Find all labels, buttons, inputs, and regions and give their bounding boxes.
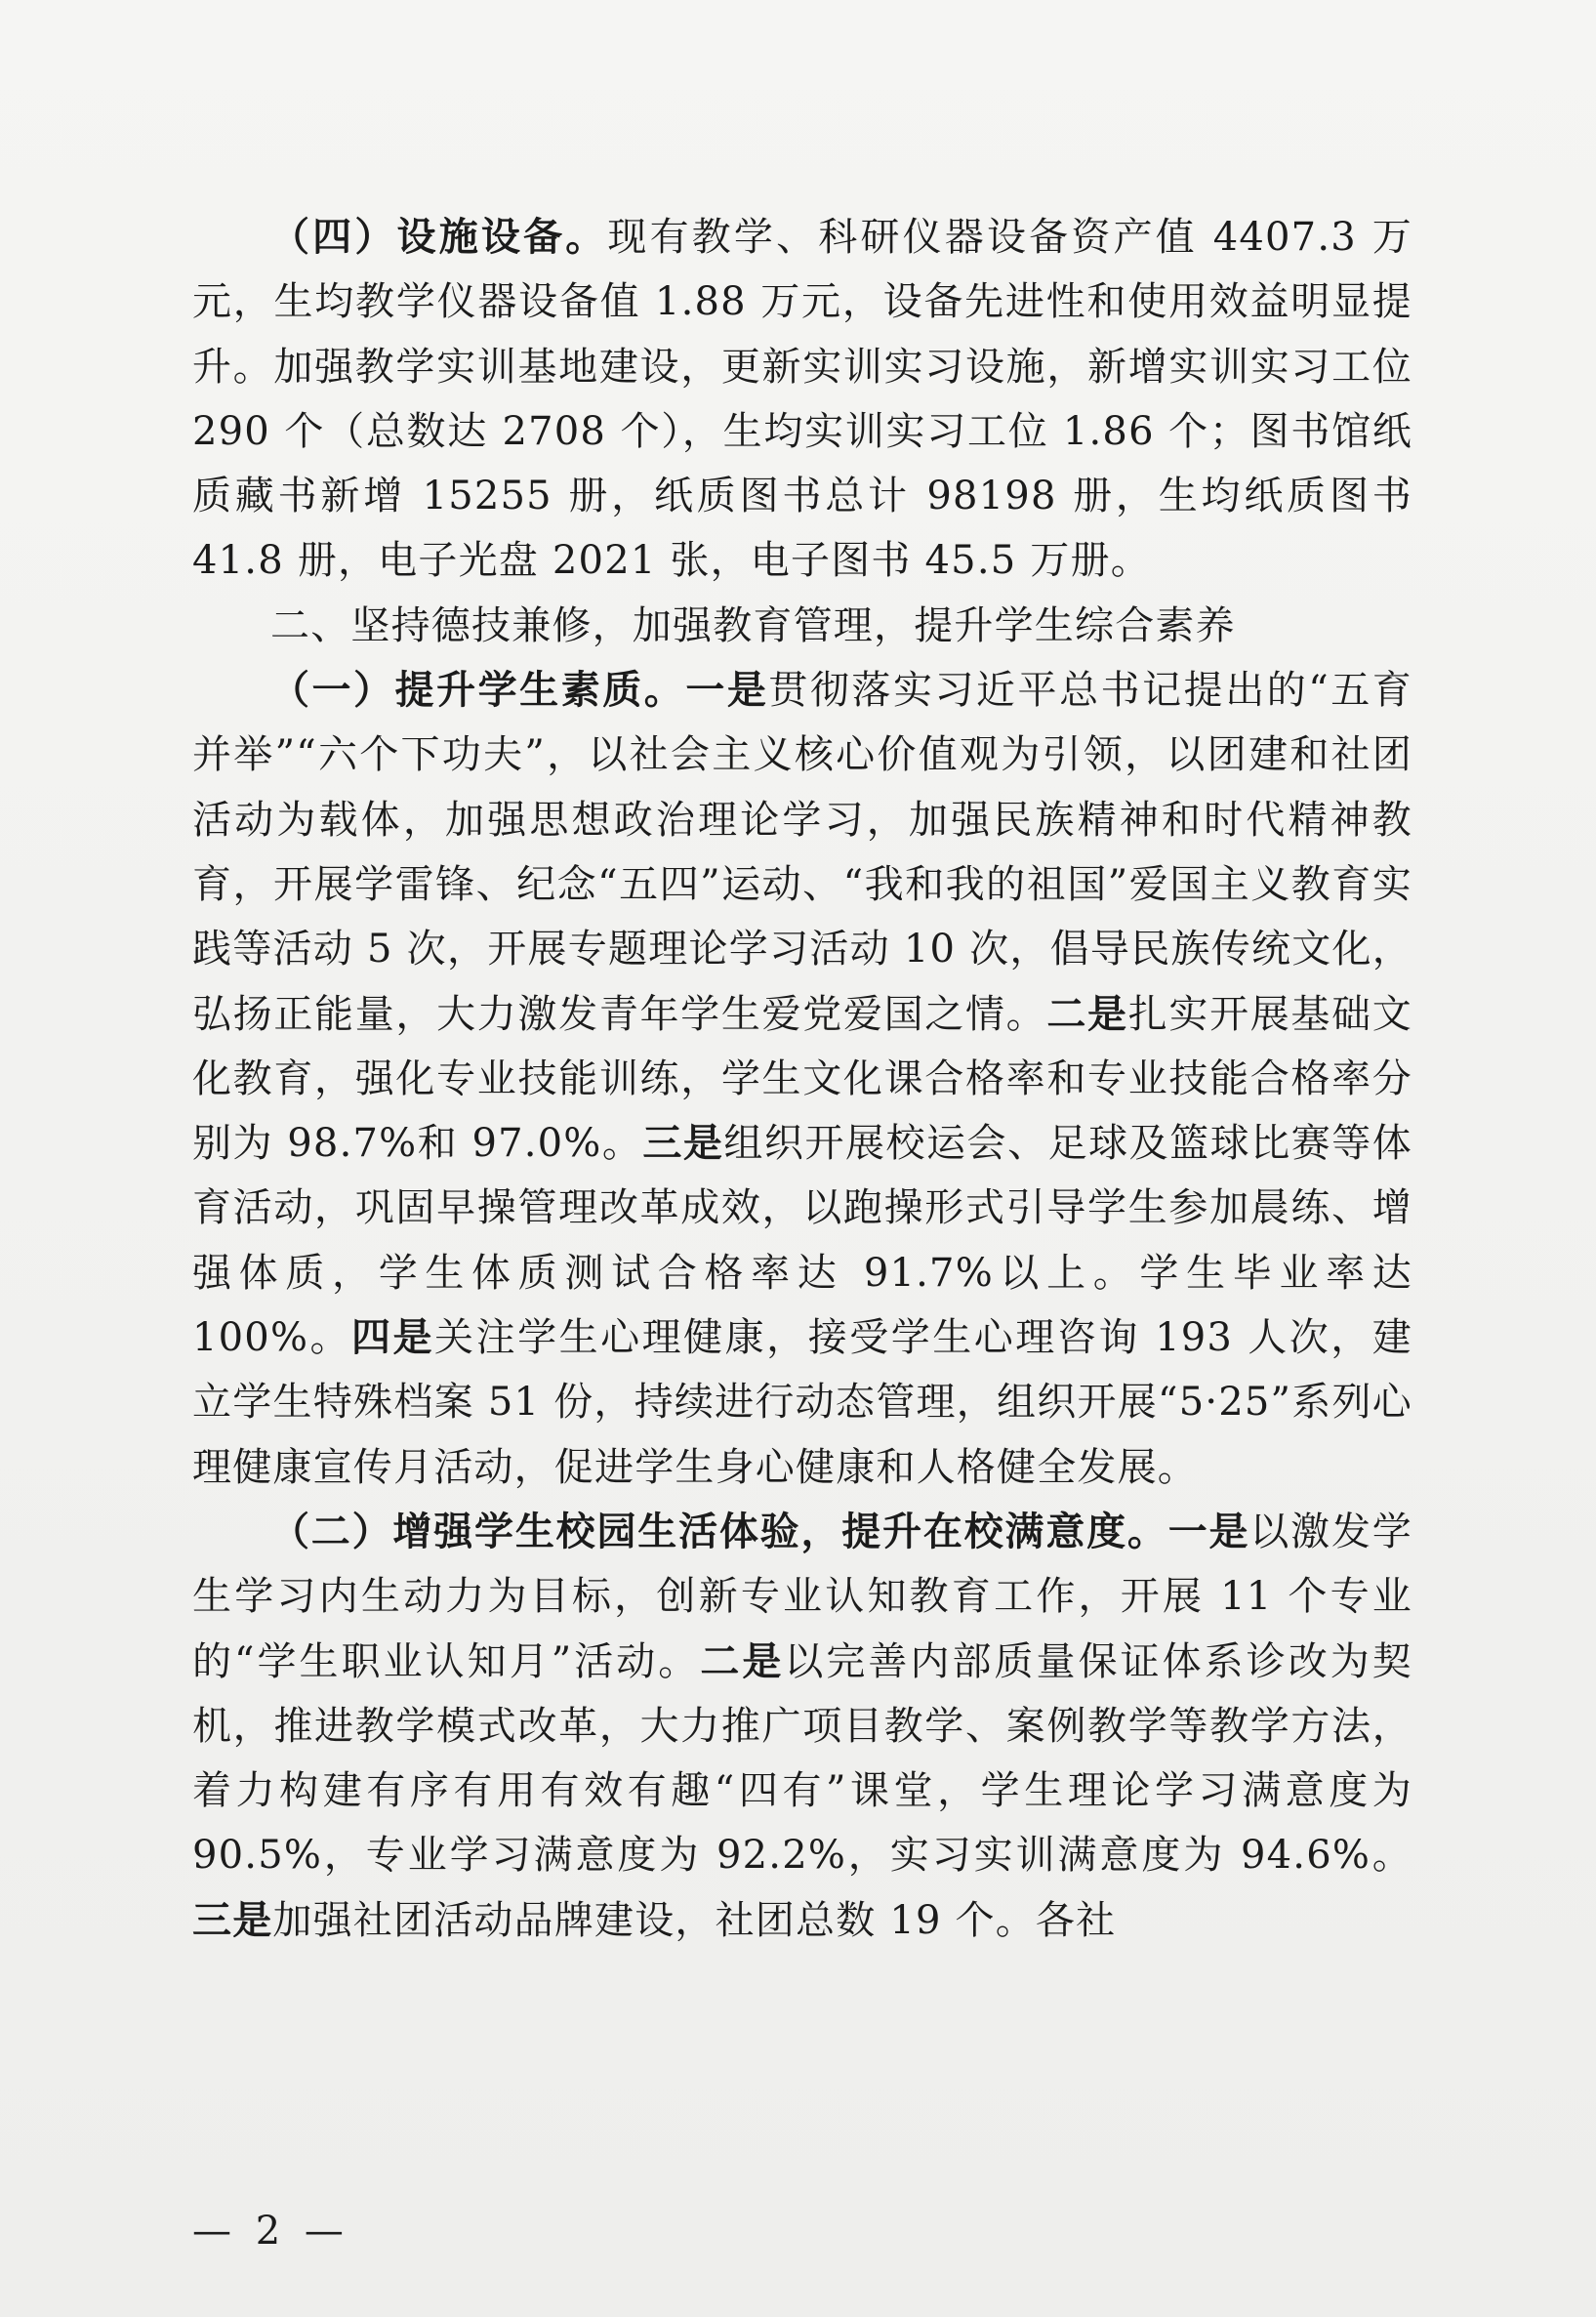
paragraph-campus-life: [192, 1500, 1412, 1953]
paragraph-student-quality: [192, 658, 1412, 1500]
paragraph-text: 以激发学生学习内生动力为目标，创新专业认知教育工作，开展 11 个专业的“学生职业认知月”活动。: [192, 1509, 1412, 1684]
enumerator: 二是: [1046, 990, 1128, 1037]
paragraph-facilities: [192, 205, 1412, 594]
paragraph-text: 关注学生心理健康，接受学生心理咨询 193 人次，建立学生特殊档案 51 份，持续进行动态管理，组织开展“5·25”系列心理健康宣传月活动，促进学生身心健康和人格健全发展。: [192, 1315, 1413, 1490]
paragraph-text: 扎实开展基础文化教育，强化专业技能训练，学生文化课合格率和专业技能合格率分别为 98.7%和 97.0%。: [192, 991, 1412, 1167]
paragraph-text: 贯彻落实习近平总书记提出的“五育并举”“六个下功夫”，以社会主义核心价值观为引领，以团建和社团活动为载体，加强思想政治理论学习，加强民族精神和时代精神教育，开展学雷锋、纪念“五四”运动、“我和我的祖国”爱国主义教育实践等活动 5 次，开展专题理论学习活动 10 次，倡导民族传统文化，弘扬正能量，大力激发青年学生爱党爱国之情。: [192, 668, 1412, 1037]
section-heading-two: 二、坚持德技兼修，加强教育管理，提升学生综合素养: [270, 602, 1236, 648]
enumerator: 一是: [685, 667, 769, 714]
section-lead-campus-life: （二）增强学生校园生活体验，提升在校满意度。: [270, 1508, 1168, 1554]
paragraph-text: 加强社团活动品牌建设，社团总数 19 个。各社: [272, 1897, 1117, 1943]
paragraph-text: 以完善内部质量保证体系诊改为契机，推进教学模式改革，大力推广项目教学、案例教学等教学方法，着力构建有序有用有效有趣“四有”课堂，学生理论学习满意度为 90.5%，专业学习满意度为 92.2%，实习实训满意度为 94.6%。: [192, 1638, 1413, 1879]
enumerator: 一是: [1167, 1508, 1250, 1554]
enumerator: 二是: [700, 1637, 785, 1684]
enumerator: 四是: [351, 1314, 435, 1361]
enumerator: 三是: [642, 1120, 724, 1167]
enumerator: 三是: [192, 1896, 273, 1943]
page-number: — 2 —: [192, 2209, 349, 2254]
section-lead-student-quality: （一）提升学生素质。: [270, 667, 686, 714]
paragraph-text: 现有教学、科研仪器设备资产值 4407.3 万元，生均教学仪器设备值 1.88 万元，设备先进性和使用效益明显提升。加强教学实训基地建设，更新实训实习设施，新增实训实习工位 290 个（总数达 2708 个），生均实训实习工位 1.86 个；图书馆纸质藏书新增 15255 册，纸质图书总计 98198 册，生均纸质图书 41.8 册，电子光盘 2021 张，电子图书 45.5 万册。: [192, 215, 1412, 584]
paragraph-text: 组织开展校运会、足球及篮球比赛等体育活动，巩固早操管理改革成效，以跑操形式引导学生参加晨练、增强体质，学生体质测试合格率达 91.7%以上。学生毕业率达 100%。: [192, 1121, 1412, 1361]
section-lead-facilities: （四）设施设备。: [270, 214, 608, 260]
document-body: [192, 205, 1412, 1953]
